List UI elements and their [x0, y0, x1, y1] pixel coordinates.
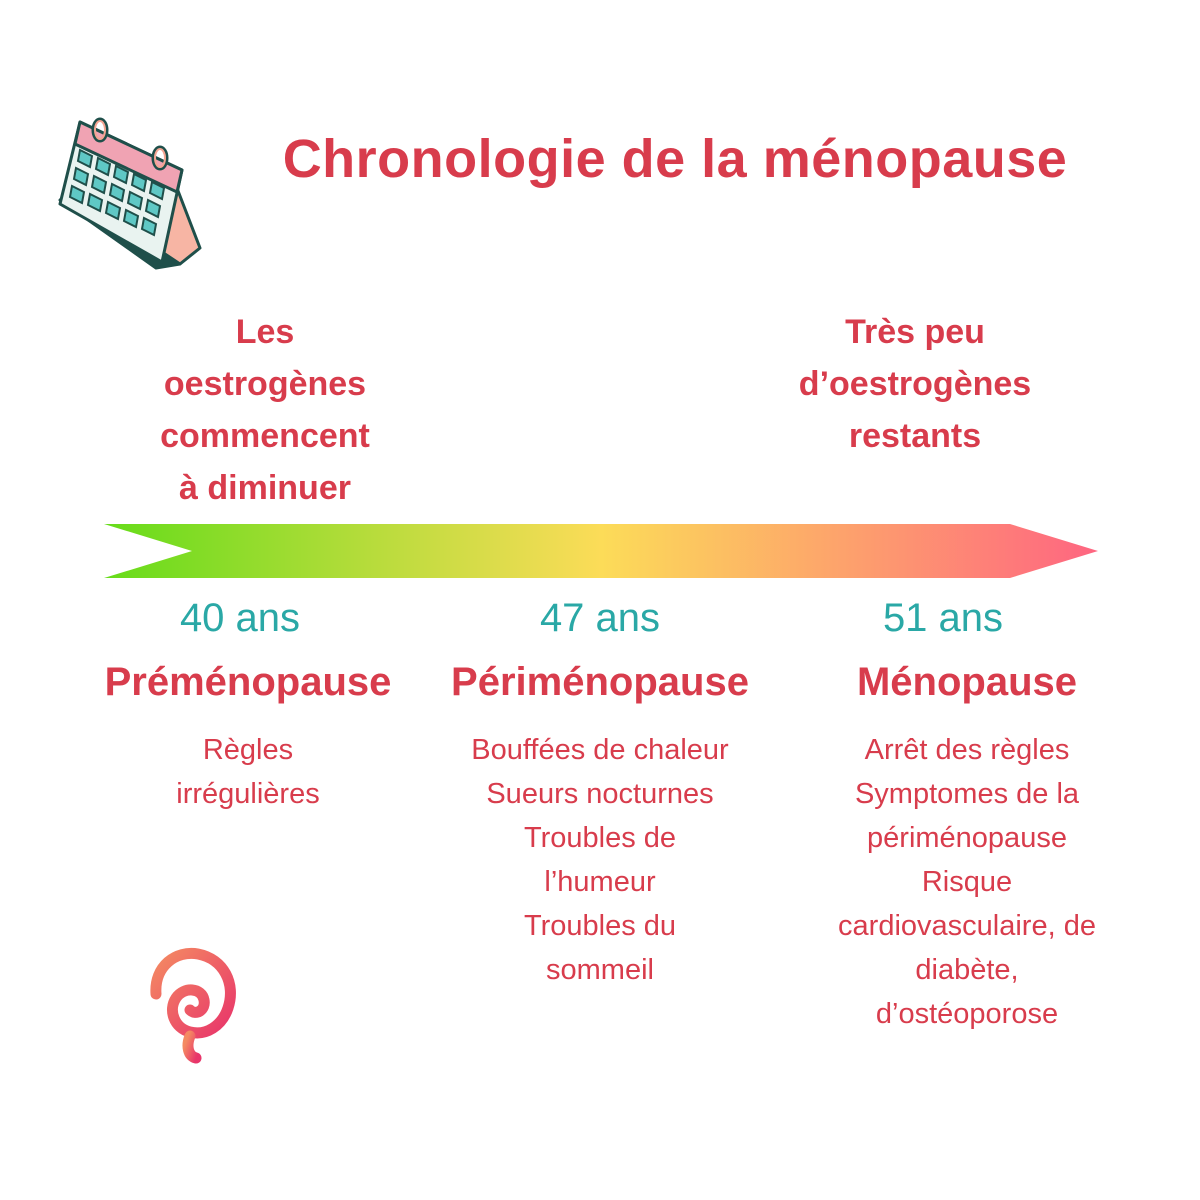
- note-estrogen-low: [745, 306, 1085, 462]
- symptom-line: Troubles du: [523, 910, 677, 942]
- symptom-list: [420, 728, 780, 992]
- stage-name-premenopause: Préménopause: [104, 660, 392, 704]
- note-line: d’oestrogènes: [798, 365, 1032, 403]
- symptom-line: Sueurs nocturnes: [486, 778, 714, 810]
- symptom-line: irrégulières: [176, 778, 320, 810]
- symptom-line: d’ostéoporose: [875, 998, 1059, 1030]
- note-estrogen-decline: [105, 306, 425, 514]
- spiral-logo-icon: [146, 944, 242, 1064]
- timeline-arrow: [100, 522, 1100, 580]
- symptom-list: [68, 728, 428, 816]
- note-line: Très peu: [845, 313, 985, 351]
- stage-name-menopause: Ménopause: [856, 660, 1078, 704]
- symptom-list: [787, 728, 1147, 1036]
- symptom-line: Symptomes de la: [854, 778, 1080, 810]
- stage-age: 51 ans: [882, 596, 1004, 640]
- stage-age: 47 ans: [539, 596, 661, 640]
- calendar-icon: [52, 112, 212, 277]
- page-title: Chronologie de la ménopause: [282, 129, 1068, 189]
- note-line: commencent: [160, 417, 370, 455]
- symptom-line: périménopause: [867, 822, 1067, 854]
- symptom-line: Règles: [202, 734, 294, 766]
- symptom-line: Risque: [921, 866, 1013, 898]
- note-line: à diminuer: [179, 469, 351, 507]
- symptom-line: sommeil: [546, 954, 654, 986]
- note-line: restants: [848, 417, 982, 455]
- timeline-arrow-shape: [104, 524, 1098, 578]
- symptom-line: diabète,: [915, 954, 1019, 986]
- symptom-line: Arrêt des règles: [864, 734, 1070, 766]
- stage-age: 40 ans: [179, 596, 301, 640]
- symptom-line: l’humeur: [544, 866, 656, 898]
- note-line: Les: [235, 313, 295, 351]
- symptom-line: cardiovasculaire, de: [838, 910, 1096, 942]
- symptom-line: Troubles de: [523, 822, 677, 854]
- stage-name-perimenopause: Périménopause: [451, 660, 749, 704]
- symptom-line: Bouffées de chaleur: [471, 734, 729, 766]
- note-line: oestrogènes: [163, 365, 367, 403]
